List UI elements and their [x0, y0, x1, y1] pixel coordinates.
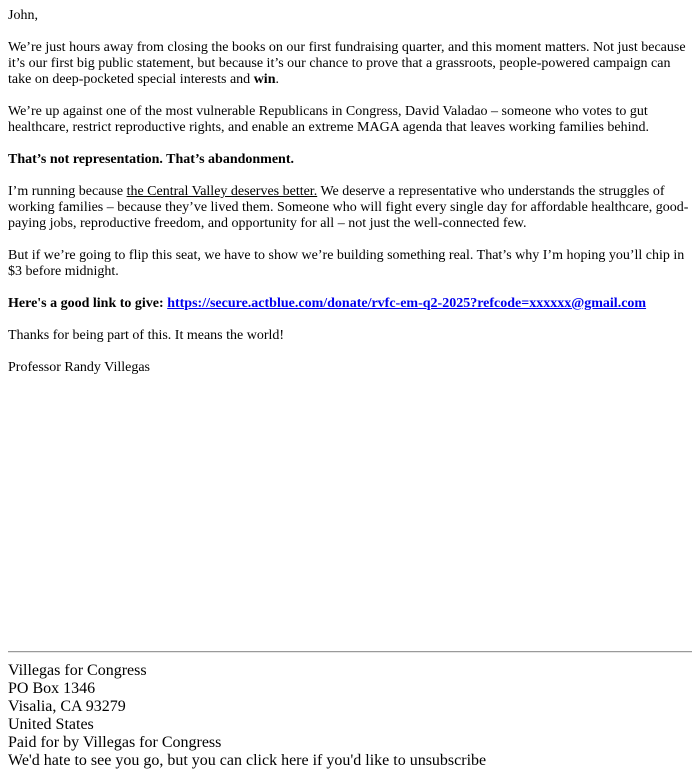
- why-running-body: We deserve a representative who understands the struggles of working families – because they’ve lived them. Someone who will fight every single day for affordable healthcare, good-paying jobs, reproductive freedom, and opportunity for all – not just the well-connected few.: [8, 184, 689, 231]
- central-valley-emphasis: the Central Valley deserves better.: [126, 184, 318, 199]
- paragraph-opponent: We’re up against one of the most vulnerable Republicans in Congress, David Valadao – someone who votes to gut healthcare, restrict reproductive rights, and enable an extreme MAGA agenda that leaves working families behind.: [8, 104, 650, 135]
- footer-paid-for: Paid for by Villegas for Congress: [8, 734, 222, 751]
- why-running-intro: I’m running because: [8, 184, 127, 199]
- donate-label: Here's a good link to give:: [8, 296, 168, 311]
- paragraph-quarter-end: .: [275, 72, 279, 87]
- paragraph-abandonment: [8, 152, 692, 168]
- signature: Professor Randy Villegas: [8, 360, 150, 375]
- paragraph-donate: [8, 296, 692, 312]
- greeting: John,: [8, 8, 38, 23]
- paragraph-thanks: Thanks for being part of this. It means the world!: [8, 328, 285, 343]
- paragraph-ask: But if we’re going to flip this seat, we have to show we’re building something real. That’s why I’m hoping you’ll chip in $3 before midnight.: [8, 248, 685, 279]
- donate-link[interactable]: https://secure.actblue.com/donate/rvfc-em-q2-2025?refcode=xxxxxx@gmail.com: [167, 296, 647, 311]
- paragraph-why-running: [8, 184, 692, 232]
- email-footer: [8, 651, 692, 770]
- abandonment-statement: That’s not representation. That’s abandonment.: [8, 152, 295, 167]
- paragraph-quarter: [8, 40, 692, 88]
- paragraph-quarter-text: We’re just hours away from closing the books on our first fundraising quarter, and this moment matters. Not just because it’s our first big public statement, but because it’s our chance to prove that a grassroots, people-powered campaign can take on deep-pocketed special interests and: [8, 40, 686, 87]
- footer-city: Visalia, CA 93279: [8, 698, 126, 715]
- email-body: [8, 8, 692, 392]
- footer-country: United States: [8, 716, 94, 733]
- paragraph-quarter-win: win: [253, 72, 276, 87]
- unsubscribe-link[interactable]: We'd hate to see you go, but you can click here if you'd like to unsubscribe: [8, 752, 487, 769]
- footer-org: Villegas for Congress: [8, 662, 147, 679]
- footer-divider: [8, 651, 692, 653]
- footer-po-box: PO Box 1346: [8, 680, 96, 697]
